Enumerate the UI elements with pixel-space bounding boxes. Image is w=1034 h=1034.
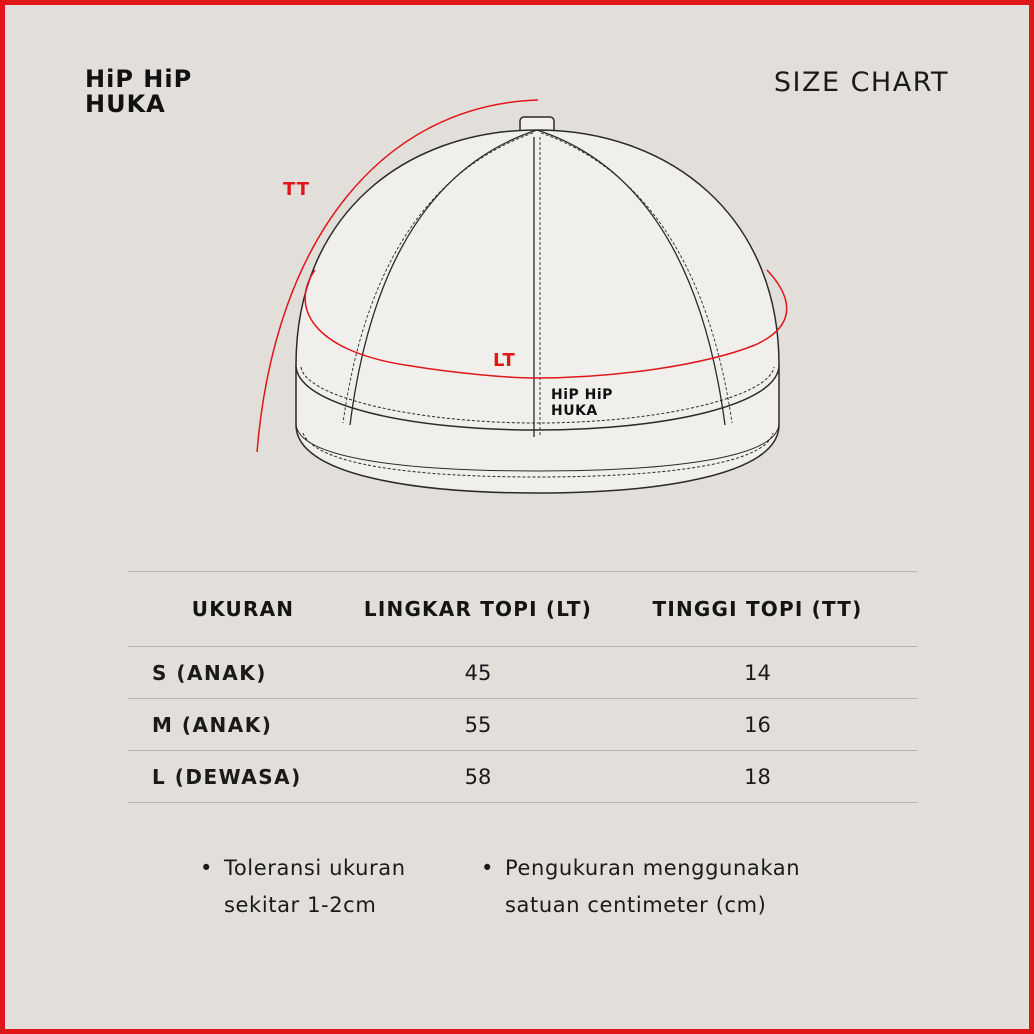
note-line: Pengukuran menggunakan [505, 856, 801, 880]
header-ukuran: UKURAN [128, 572, 358, 647]
header-lingkar-topi: LINGKAR TOPI (LT) [358, 572, 598, 647]
note-line: satuan centimeter (cm) [505, 893, 767, 917]
size-cell: S (ANAK) [128, 647, 358, 699]
tt-label: TT [283, 179, 310, 200]
brand-logo-line1: HiP HiP [85, 65, 193, 93]
header-tinggi-topi: TINGGI TOPI (TT) [598, 572, 917, 647]
brand-logo-line2: HUKA [85, 90, 166, 118]
bullet-icon: • [481, 856, 494, 880]
size-cell: L (DEWASA) [128, 751, 358, 803]
lt-label: LT [493, 350, 516, 371]
note-tolerance [200, 850, 406, 924]
page-title: SIZE CHART [773, 67, 949, 98]
table-row [128, 751, 917, 803]
size-cell: M (ANAK) [128, 699, 358, 751]
tt-cell: 18 [598, 751, 917, 803]
hat-dome [296, 130, 779, 430]
table-header-row [128, 572, 917, 647]
table-row [128, 699, 917, 751]
lt-cell: 58 [358, 751, 598, 803]
tt-cell: 14 [598, 647, 917, 699]
note-line: sekitar 1-2cm [224, 893, 377, 917]
note-line: Toleransi ukuran [224, 856, 406, 880]
note-unit [481, 850, 801, 924]
hat-logo-line2: HUKA [551, 403, 598, 419]
size-table [128, 571, 917, 803]
lt-cell: 45 [358, 647, 598, 699]
lt-cell: 55 [358, 699, 598, 751]
hat-logo-line1: HiP HiP [551, 387, 613, 403]
tt-cell: 16 [598, 699, 917, 751]
bullet-icon: • [200, 856, 213, 880]
table-row [128, 647, 917, 699]
